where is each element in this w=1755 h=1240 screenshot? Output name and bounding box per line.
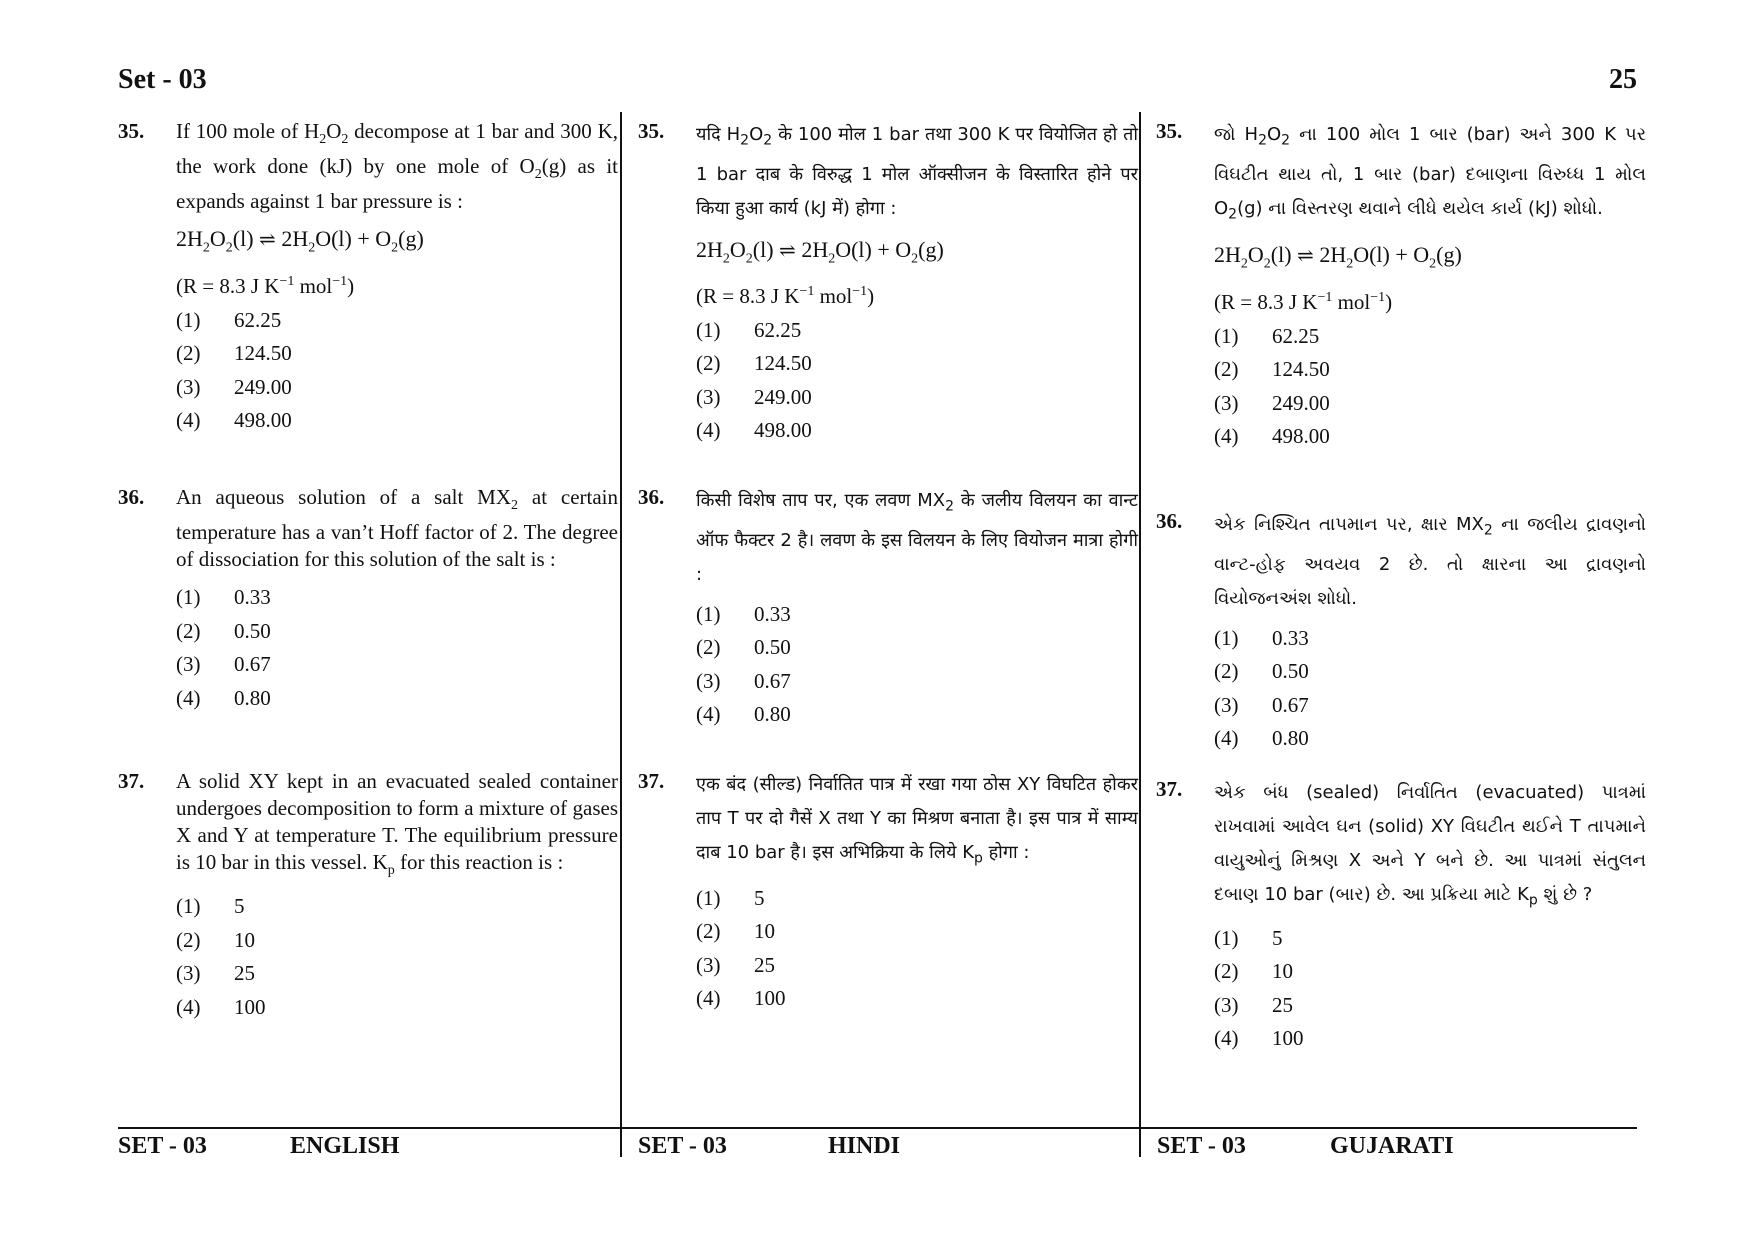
question-number: 36. (638, 485, 665, 509)
question-number: 37. (118, 769, 145, 793)
question-number: 35. (638, 119, 665, 143)
footer-lang-gujarati: GUJARATI (1330, 1133, 1454, 1159)
question-text: किसी विशेष ताप पर, एक लवण $MX_2$ के जलीय विलयन का वान्ट ऑफ फैक्टर 2 है। लवण के इस विलयन के लिए वियोजन मात्रा होगी : (696, 490, 1138, 585)
footer-lang-english: ENGLISH (290, 1133, 400, 1159)
option: (3) 249.00 (1214, 390, 1330, 415)
option: (2) 10 (176, 927, 255, 952)
option: (4) 0.80 (696, 702, 791, 727)
option: (2) 124.50 (176, 341, 292, 366)
question-text: એક નિશ્ચિત તાપમાન પર, ક્ષાર $MX_2$ ના જલીય દ્રાવણનો વાન્ટ-હોફ અવયવ 2 છે. તો ક્ષારના આ દ્રાવણનો વિયોજનઅંશ શોધો. (1214, 514, 1646, 609)
gas-constant: (R = 8.3 J $K^{-1}$ mol$^{-1}$) (176, 273, 355, 298)
question-number: 37. (638, 769, 665, 793)
footer-set-gujarati: SET - 03 (1157, 1133, 1246, 1159)
option: (2) 124.50 (1214, 357, 1330, 382)
footer-lang-hindi: HINDI (828, 1133, 901, 1159)
option: (4) 0.80 (176, 685, 271, 710)
option: (1) 0.33 (696, 601, 791, 626)
reaction-equation: $2H_2O_2(l)$ ⇌ $2H_2O(l) + O_2(g)$ (1214, 242, 1462, 272)
option: (4) 100 (176, 994, 266, 1019)
reaction-equation: $2H_2O_2(l)$ ⇌ $2H_2O(l) + O_2(g)$ (696, 236, 944, 266)
footer-rule (118, 1127, 1637, 1129)
footer-set-hindi: SET - 03 (638, 1133, 727, 1159)
gujarati-column (1156, 112, 1646, 1157)
question-text: If 100 mole of $H_2O_2$ decompose at 1 bar and 300 K, the work done (kJ) by one mole of $O_2(g)$ as it expands against 1 bar pressure is : (176, 119, 618, 214)
question-number: 35. (1156, 119, 1183, 143)
question-37-hindi (638, 768, 1138, 1016)
gas-constant: (R = 8.3 J $K^{-1}$ mol$^{-1}$) (1214, 289, 1393, 314)
option: (4) 498.00 (696, 418, 812, 443)
option: (2) 0.50 (696, 635, 791, 660)
question-35-english (118, 118, 618, 438)
question-number: 36. (1156, 509, 1183, 533)
question-text: A solid XY kept in an evacuated sealed container undergoes decomposition to form a mixture of gases X and Y at temperature T. The equilibrium pressure is 10 bar in this vessel. $K_p$ for this reaction is : (176, 769, 618, 879)
option: (1) 0.33 (1214, 625, 1309, 650)
question-text: An aqueous solution of a salt $MX_2$ at certain temperature has a van’t Hoff factor of 2. The degree of dissociation for this solution of the salt is : (176, 485, 618, 572)
question-text: એક બંધ (sealed) નિર્વાતિત (evacuated) પાત્રમાં રાખવામાં આવેલ ઘન (solid) XY વિઘટીત થઈને T તાપમાને વાયુઓનું મિશ્રણ X અને Y બને છે. આ પાત્રમાં સંતુલન દબાણ 10 bar (બાર) છે. આ પ્રક્રિયા માટે $K_p$ શું છે ? (1214, 782, 1646, 909)
option: (1) 62.25 (1214, 323, 1320, 348)
question-35-hindi (638, 118, 1138, 448)
option: (1) 62.25 (176, 307, 282, 332)
question-number: 35. (118, 119, 145, 143)
question-number: 37. (1156, 777, 1183, 801)
option: (2) 0.50 (176, 618, 271, 643)
option: (1) 62.25 (696, 317, 802, 342)
option: (1) 0.33 (176, 585, 271, 610)
question-text: एक बंद (सील्ड) निर्वातित पात्र में रखा गया ठोस XY विघटित होकर ताप T पर दो गैसें X तथा Y का मिश्रण बनाता है। इस पात्र में साम्य दाब 10 bar है। इस अभिक्रिया के लिये $K_p$ होगा : (696, 774, 1138, 867)
question-37-gujarati (1156, 776, 1646, 1056)
page-number: 25 (1609, 64, 1637, 95)
option: (1) 5 (1214, 925, 1283, 950)
english-column (118, 112, 618, 1157)
column-divider (620, 112, 622, 1157)
option: (4) 100 (696, 986, 786, 1011)
question-text: यदि $H_2O_2$ के 100 मोल 1 bar तथा 300 K पर वियोजित हो तो 1 bar दाब के विरुद्ध 1 मोल ऑक्सीजन के विस्तारित होने पर किया हुआ कार्य (kJ में) होगा : (696, 124, 1139, 219)
question-columns (110, 112, 1645, 1157)
option: (3) 25 (176, 961, 255, 986)
footer-set-english: SET - 03 (118, 1133, 207, 1159)
question-37-english (118, 768, 618, 1024)
option: (3) 25 (696, 952, 775, 977)
option: (3) 0.67 (1214, 692, 1309, 717)
option: (3) 25 (1214, 992, 1293, 1017)
option: (2) 124.50 (696, 351, 812, 376)
option: (4) 100 (1214, 1026, 1304, 1051)
option: (3) 249.00 (696, 384, 812, 409)
question-number: 36. (118, 485, 145, 509)
gas-constant: (R = 8.3 J $K^{-1}$ mol$^{-1}$) (696, 283, 875, 308)
option: (2) 10 (696, 919, 775, 944)
option: (1) 5 (176, 894, 245, 919)
question-35-gujarati (1156, 118, 1646, 454)
option: (3) 0.67 (176, 652, 271, 677)
column-divider (1139, 112, 1141, 1157)
option: (3) 249.00 (176, 374, 292, 399)
reaction-equation: $2H_2O_2(l)$ ⇌ $2H_2O(l) + O_2(g)$ (176, 226, 424, 256)
question-text: જો $H_2O_2$ ના 100 મોલ 1 બાર (bar) અને 300 K પર વિઘટીત થાય તો, 1 બાર (bar) દબાણના વિરુધ્ધ 1 મોલ $O_2(g)$ ના વિસ્તરણ થવાને લીધે થયેલ કાર્ય (kJ) શોધો. (1214, 124, 1647, 223)
option: (3) 0.67 (696, 668, 791, 693)
option: (4) 0.80 (1214, 726, 1309, 751)
option: (4) 498.00 (1214, 424, 1330, 449)
set-label: Set - 03 (118, 64, 207, 95)
question-36-gujarati (1156, 508, 1646, 756)
question-36-english (118, 484, 618, 715)
option: (2) 10 (1214, 959, 1293, 984)
option: (2) 0.50 (1214, 659, 1309, 684)
option: (1) 5 (696, 885, 765, 910)
option: (4) 498.00 (176, 408, 292, 433)
question-36-hindi (638, 484, 1138, 732)
hindi-column (638, 112, 1138, 1157)
